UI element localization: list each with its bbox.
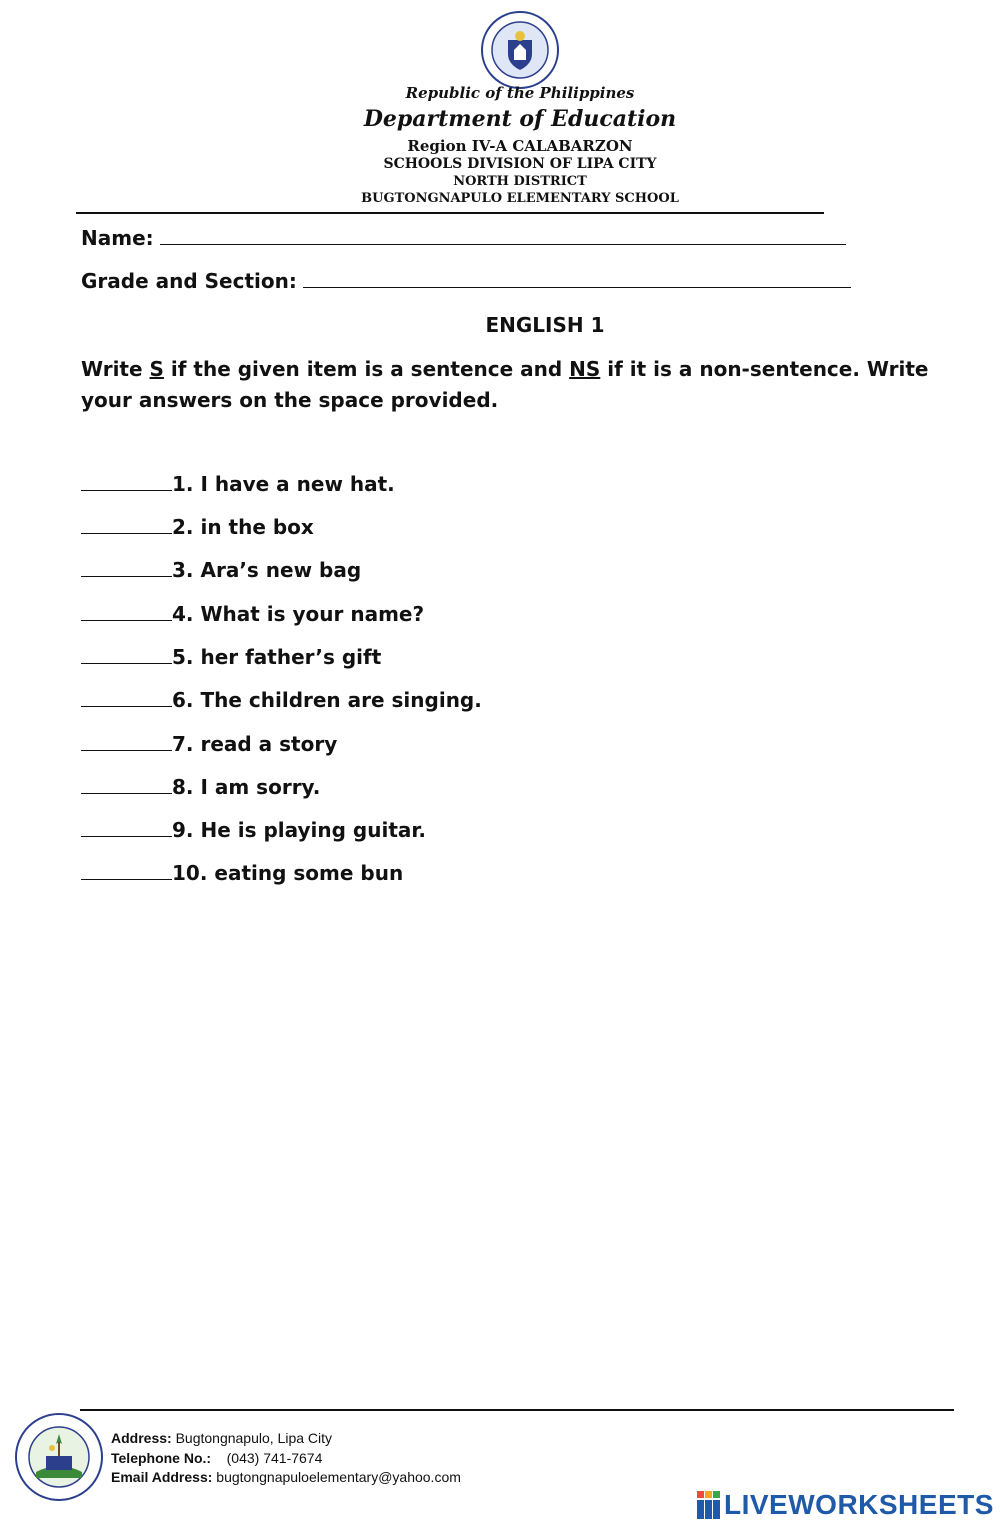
answer-blank[interactable] [81,515,172,534]
instructions-text: if the given item is a sentence and [163,357,570,381]
footer-address [111,1430,332,1446]
answer-blank[interactable] [81,602,172,621]
phone-label: Telephone No.: [111,1450,212,1466]
list-item [81,602,424,626]
item-text: 3. Ara’s new bag [172,558,362,582]
division-heading: SCHOOLS DIVISION OF LIPA CITY [383,156,657,172]
item-text: 5. her father’s gift [172,645,382,669]
list-item [81,472,395,496]
address-value: Bugtongnapulo, Lipa City [175,1430,333,1446]
instructions [81,354,961,416]
header-divider [76,212,824,214]
list-item [81,688,482,712]
answer-blank[interactable] [81,558,172,577]
phone-value: (043) 741-7674 [226,1450,323,1466]
school-logo-icon [14,1412,104,1502]
item-text: 1. I have a new hat. [172,472,395,496]
footer-phone [111,1450,322,1466]
district-heading: NORTH DISTRICT [453,174,587,189]
item-text: 6. The children are singing. [172,688,482,712]
item-text: 9. He is playing guitar. [172,818,427,842]
answer-blank[interactable] [81,688,172,707]
email-label: Email Address: [111,1469,213,1485]
grade-section-label: Grade and Section: [81,269,297,293]
department-heading: Department of Education [363,106,677,132]
list-item [81,861,403,885]
instructions-text: if it is a non-sentence. Write your answers on the space provided. [81,357,929,412]
sentence-code: S [149,357,164,381]
footer-email [111,1469,461,1485]
school-heading: BUGTONGNAPULO ELEMENTARY SCHOOL [361,191,679,206]
name-label: Name: [81,226,154,250]
subject-title: ENGLISH 1 [485,313,605,337]
list-item [81,515,314,539]
answer-blank[interactable] [81,645,172,664]
name-field [81,226,846,250]
item-text: 2. in the box [172,515,314,539]
list-item [81,732,337,756]
item-text: 7. read a story [172,732,338,756]
item-text: 10. eating some bun [172,861,404,885]
instructions-text: Write [81,357,150,381]
address-label: Address: [111,1430,172,1446]
list-item [81,818,426,842]
answer-blank[interactable] [81,732,172,751]
deped-seal-icon [480,10,560,90]
region-heading: Region IV-A CALABARZON [407,137,633,155]
answer-blank[interactable] [81,775,172,794]
list-item [81,775,320,799]
republic-heading: Republic of the Philippines [405,84,635,102]
answer-blank[interactable] [81,861,172,880]
name-input-line[interactable] [160,226,846,245]
liveworksheets-logo-icon [697,1491,721,1519]
liveworksheets-brand[interactable]: LIVEWORKSHEETS [724,1489,994,1520]
list-item [81,645,381,669]
answer-blank[interactable] [81,472,172,491]
item-text: 8. I am sorry. [172,775,321,799]
answer-blank[interactable] [81,818,172,837]
grade-section-input-line[interactable] [303,269,851,288]
list-item [81,558,361,582]
non-sentence-code: NS [569,357,601,381]
email-value: bugtongnapuloelementary@yahoo.com [216,1469,461,1485]
grade-section-field [81,269,851,293]
footer-divider [80,1409,954,1411]
item-text: 4. What is your name? [172,602,425,626]
